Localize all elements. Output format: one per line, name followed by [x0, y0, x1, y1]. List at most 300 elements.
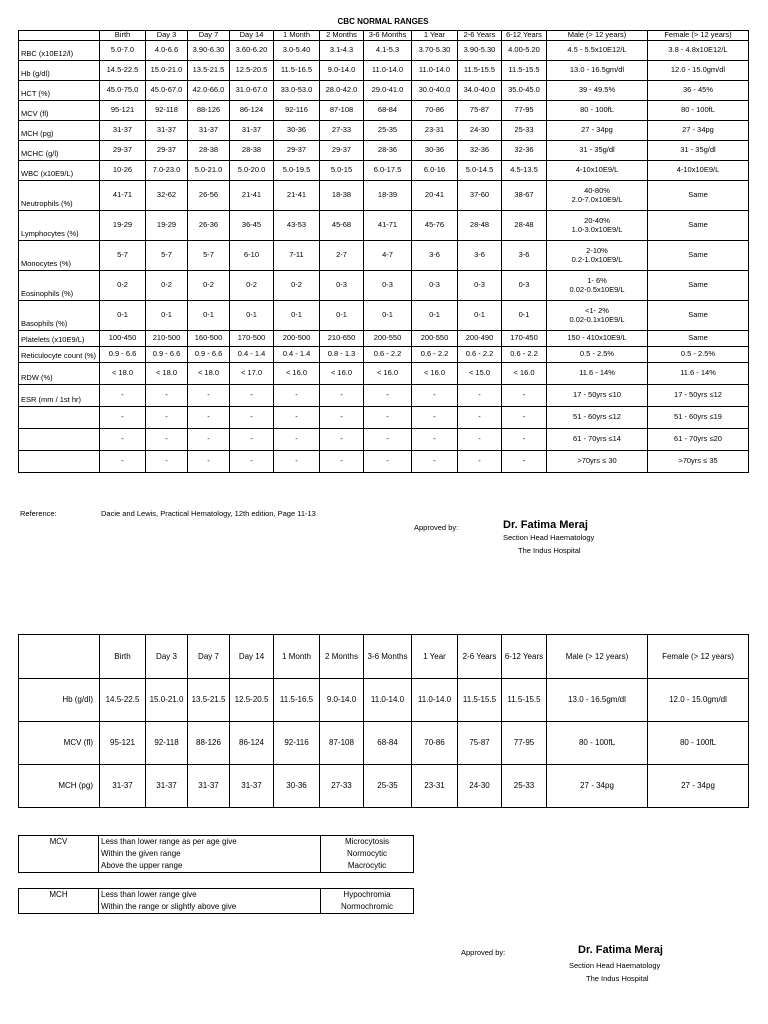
table-cell: 36 - 45% [648, 81, 749, 101]
table-cell: 2-10% 0.2-1.0x10E9/L [547, 241, 648, 271]
table-cell: Same [648, 211, 749, 241]
table-cell: 12.5-20.5 [230, 679, 274, 722]
row-label: MCHC (g/l) [19, 141, 100, 161]
table-cell: 80 - 100fL [547, 722, 648, 765]
table-cell: 5.0-7.0 [100, 41, 146, 61]
table-cell: 77-95 [502, 722, 547, 765]
table-cell: 0.8 - 1.3 [320, 347, 364, 363]
table-cell: < 16.0 [364, 363, 412, 385]
table-cell: 11.0-14.0 [364, 61, 412, 81]
table-cell: 2-7 [320, 241, 364, 271]
table-cell: 170-500 [230, 331, 274, 347]
table-cell: 0-1 [502, 301, 547, 331]
table-cell: 33.0-53.0 [274, 81, 320, 101]
row-label: Basophils (%) [19, 301, 100, 331]
table-cell: - [458, 451, 502, 473]
cbc-ranges-table [18, 30, 749, 473]
table-cell: 70-86 [412, 101, 458, 121]
table-cell: - [364, 385, 412, 407]
table-cell: 45-68 [320, 211, 364, 241]
table-cell: 28-38 [188, 141, 230, 161]
table-row [19, 271, 749, 301]
legend-row [19, 836, 414, 849]
column-header: 1 Month [274, 31, 320, 41]
table-cell: 18-39 [364, 181, 412, 211]
column-header: Female (> 12 years) [648, 31, 749, 41]
table-cell: 42.0-66.0 [188, 81, 230, 101]
table-cell: >70yrs ≤ 30 [547, 451, 648, 473]
table-cell: 41-71 [364, 211, 412, 241]
table-cell: 31-37 [146, 121, 188, 141]
mch-interpretation-table [18, 888, 414, 914]
table-cell: 27 - 34pg [648, 121, 749, 141]
table-cell: 29.0-41.0 [364, 81, 412, 101]
column-header: 2-6 Years [458, 635, 502, 679]
table-cell: - [146, 407, 188, 429]
table-row [19, 347, 749, 363]
table-cell: 3-6 [502, 241, 547, 271]
column-header: 6-12 Years [502, 635, 547, 679]
table-row [19, 181, 749, 211]
table-cell: 20-40% 1.0-3.0x10E9/L [547, 211, 648, 241]
column-header: 2-6 Years [458, 31, 502, 41]
approved-by-label-2: Approved by: [461, 948, 506, 957]
table-cell: 31-37 [230, 765, 274, 808]
table-cell: 13.0 - 16.5gm/dl [547, 61, 648, 81]
table-row [19, 301, 749, 331]
table-cell: 11.6 - 14% [648, 363, 749, 385]
table-cell: - [412, 385, 458, 407]
table-cell: 3.90-6.30 [188, 41, 230, 61]
table-cell: 0-1 [364, 301, 412, 331]
table-cell: 28-38 [230, 141, 274, 161]
table-cell: 5.0-15 [320, 161, 364, 181]
table-cell: 1- 6% 0.02-0.5x10E9/L [547, 271, 648, 301]
table-row [19, 101, 749, 121]
table-cell: 80 - 100fL [648, 722, 749, 765]
table-cell: 27 - 34pg [547, 765, 648, 808]
table-cell: - [502, 451, 547, 473]
table-cell: 0.6 - 2.2 [502, 347, 547, 363]
legend-result: Normocytic [321, 848, 414, 860]
table-cell: 11.5-15.5 [458, 679, 502, 722]
table-cell: - [146, 429, 188, 451]
approver-role-2: Section Head Haematology [569, 961, 661, 970]
table-cell: 45.0-75.0 [100, 81, 146, 101]
table-cell: 11.6 - 14% [547, 363, 648, 385]
table-cell: 0-1 [274, 301, 320, 331]
table-cell: 28-48 [502, 211, 547, 241]
table-cell: 31-37 [146, 765, 188, 808]
table-cell: 0.4 - 1.4 [230, 347, 274, 363]
approver-name: Dr. Fatima Meraj [503, 519, 588, 531]
legend-description: Within the range or slightly above give [99, 901, 321, 914]
table-cell: 5.0-20.0 [230, 161, 274, 181]
column-header: Female (> 12 years) [648, 635, 749, 679]
table-cell: 28-36 [364, 141, 412, 161]
table-cell: 31-37 [188, 765, 230, 808]
table-cell: 0.9 - 6.6 [100, 347, 146, 363]
table-cell: 26-56 [188, 181, 230, 211]
table-cell: 51 - 60yrs ≤12 [547, 407, 648, 429]
legend-key [19, 860, 99, 873]
table-cell: 39 - 49.5% [547, 81, 648, 101]
table-cell: Same [648, 241, 749, 271]
approved-by-label: Approved by: [414, 523, 459, 532]
row-label: Reticulocyte count (%) [19, 347, 100, 363]
table-cell: 200-490 [458, 331, 502, 347]
table-cell: 95-121 [100, 101, 146, 121]
table-row [19, 722, 749, 765]
table-cell: 3.70-5.30 [412, 41, 458, 61]
table-cell: 27 - 34pg [547, 121, 648, 141]
table-cell: 0.9 - 6.6 [188, 347, 230, 363]
table-cell: 4.0-6.6 [146, 41, 188, 61]
row-label [19, 429, 100, 451]
table-cell: 0-1 [146, 301, 188, 331]
header-row [19, 635, 749, 679]
table-cell: 200-550 [364, 331, 412, 347]
table-row [19, 41, 749, 61]
table-cell: 7-11 [274, 241, 320, 271]
table-cell: 77-95 [502, 101, 547, 121]
header-corner [19, 31, 100, 41]
table-cell: 68-84 [364, 722, 412, 765]
column-header: Day 14 [230, 635, 274, 679]
table-cell: - [230, 407, 274, 429]
table-cell: 14.5-22.5 [100, 679, 146, 722]
table-cell: 0-2 [230, 271, 274, 301]
table-cell: 17 - 50yrs ≤10 [547, 385, 648, 407]
table-cell: 11.0-14.0 [364, 679, 412, 722]
column-header: Birth [100, 635, 146, 679]
row-label: RDW (%) [19, 363, 100, 385]
legend-row [19, 860, 414, 873]
table-cell: 0.5 - 2.5% [547, 347, 648, 363]
table-cell: 45-76 [412, 211, 458, 241]
table-cell: 30.0-40.0 [412, 81, 458, 101]
table-cell: 0-2 [188, 271, 230, 301]
table-cell: - [230, 385, 274, 407]
table-cell: 13.5-21.5 [188, 61, 230, 81]
table-row [19, 211, 749, 241]
table-cell: 11.5-15.5 [502, 679, 547, 722]
table-cell: 12.0 - 15.0gm/dl [648, 679, 749, 722]
table-cell: 61 - 70yrs ≤20 [648, 429, 749, 451]
table-row [19, 679, 749, 722]
row-label: MCH (pg) [19, 765, 100, 808]
column-header: 2 Months [320, 31, 364, 41]
table-cell: - [100, 429, 146, 451]
table-cell: 21-41 [230, 181, 274, 211]
table-cell: < 16.0 [412, 363, 458, 385]
column-header: 6-12 Years [502, 31, 547, 41]
column-header: 1 Month [274, 635, 320, 679]
table-cell: 5-7 [188, 241, 230, 271]
table-row [19, 385, 749, 407]
legend-description: Within the given range [99, 848, 321, 860]
table-cell: 10-26 [100, 161, 146, 181]
table-cell: 0-1 [230, 301, 274, 331]
table-cell: - [188, 429, 230, 451]
table-cell: - [188, 407, 230, 429]
table-cell: - [274, 451, 320, 473]
legend-row [19, 848, 414, 860]
table-cell: >70yrs ≤ 35 [648, 451, 749, 473]
table-cell: 28.0-42.0 [320, 81, 364, 101]
table-cell: 19-29 [146, 211, 188, 241]
table-cell: 92-118 [146, 722, 188, 765]
table-cell: - [458, 429, 502, 451]
table-row [19, 331, 749, 347]
row-label [19, 451, 100, 473]
table-cell: 19-29 [100, 211, 146, 241]
table-cell: 88-126 [188, 722, 230, 765]
table-cell: - [100, 385, 146, 407]
table-cell: 3.0-5.40 [274, 41, 320, 61]
table-cell: Same [648, 181, 749, 211]
legend-description: Less than lower range give [99, 889, 321, 902]
table-cell: 15.0-21.0 [146, 61, 188, 81]
table-cell: 40-80% 2.0-7.0x10E9/L [547, 181, 648, 211]
table-cell: - [146, 385, 188, 407]
table-cell: 160-500 [188, 331, 230, 347]
table-cell: 29-37 [146, 141, 188, 161]
table-cell: 14.5-22.5 [100, 61, 146, 81]
table-cell: 30-36 [274, 121, 320, 141]
table-cell: 11.0-14.0 [412, 61, 458, 81]
legend-row [19, 901, 414, 914]
row-label: ESR (mm / 1st hr) [19, 385, 100, 407]
table-cell: 92-116 [274, 722, 320, 765]
row-label: Hb (g/dl) [19, 61, 100, 81]
table-cell: 170-450 [502, 331, 547, 347]
column-header: Birth [100, 31, 146, 41]
table-cell: 87-108 [320, 722, 364, 765]
table-cell: 43-53 [274, 211, 320, 241]
table-cell: <1- 2% 0.02-0.1x10E9/L [547, 301, 648, 331]
table-cell: 11.5-15.5 [458, 61, 502, 81]
table-cell: 30-36 [274, 765, 320, 808]
table-cell: 9.0-14.0 [320, 61, 364, 81]
table-cell: 25-35 [364, 121, 412, 141]
row-label: Lymphocytes (%) [19, 211, 100, 241]
table-cell: 0-1 [188, 301, 230, 331]
table-cell: 0-1 [412, 301, 458, 331]
header-row [19, 31, 749, 41]
legend-result: Normochromic [321, 901, 414, 914]
table-cell: 27 - 34pg [648, 765, 749, 808]
column-header: Day 7 [188, 635, 230, 679]
table-cell: 4-7 [364, 241, 412, 271]
table-row [19, 161, 749, 181]
row-label: Eosinophils (%) [19, 271, 100, 301]
table-cell: 25-33 [502, 121, 547, 141]
table-cell: - [320, 385, 364, 407]
table-cell: 32-36 [502, 141, 547, 161]
row-label: WBC (x10E9/L) [19, 161, 100, 181]
table-cell: < 18.0 [188, 363, 230, 385]
table-cell: 12.5-20.5 [230, 61, 274, 81]
legend-key: MCH [19, 889, 99, 902]
table-cell: 27-33 [320, 765, 364, 808]
row-label: Neutrophils (%) [19, 181, 100, 211]
table-cell: < 18.0 [100, 363, 146, 385]
table-cell: 23-31 [412, 765, 458, 808]
table-cell: 15.0-21.0 [146, 679, 188, 722]
table-cell: 36-45 [230, 211, 274, 241]
table-cell: 5.0-14.5 [458, 161, 502, 181]
table-cell: 80 - 100fL [547, 101, 648, 121]
legend-result: Microcytosis [321, 836, 414, 849]
table-cell: 13.0 - 16.5gm/dl [547, 679, 648, 722]
table-cell: 18-38 [320, 181, 364, 211]
page-title: CBC NORMAL RANGES [337, 17, 429, 26]
summary-ranges-table [18, 634, 749, 808]
table-cell: 3-6 [412, 241, 458, 271]
table-cell: 23-31 [412, 121, 458, 141]
approver-org: The Indus Hospital [518, 546, 581, 555]
legend-key [19, 848, 99, 860]
table-cell: - [502, 385, 547, 407]
table-cell: < 17.0 [230, 363, 274, 385]
table-cell: 17 - 50yrs ≤12 [648, 385, 749, 407]
table-cell: 0.5 - 2.5% [648, 347, 749, 363]
table-cell: 31-37 [188, 121, 230, 141]
table-cell: 11.5-16.5 [274, 679, 320, 722]
table-cell: - [412, 451, 458, 473]
legend-result: Hypochromia [321, 889, 414, 902]
table-cell: 5-7 [100, 241, 146, 271]
table-cell: 3.8 - 4.8x10E12/L [648, 41, 749, 61]
column-header: Day 3 [146, 31, 188, 41]
table-cell: < 16.0 [320, 363, 364, 385]
table-cell: 6.0-16 [412, 161, 458, 181]
column-header: Male (> 12 years) [547, 635, 648, 679]
table-cell: 28-48 [458, 211, 502, 241]
row-label: RBC (x10E12/l) [19, 41, 100, 61]
table-cell: 210-500 [146, 331, 188, 347]
row-label: Platelets (x10E9/L) [19, 331, 100, 347]
table-cell: 34.0-40.0 [458, 81, 502, 101]
table-cell: Same [648, 271, 749, 301]
approver-org-2: The Indus Hospital [586, 974, 649, 983]
table-cell: 0-2 [274, 271, 320, 301]
table-cell: < 18.0 [146, 363, 188, 385]
column-header: Day 7 [188, 31, 230, 41]
table-cell: 0-1 [320, 301, 364, 331]
table-cell: 0-3 [320, 271, 364, 301]
table-cell: 68-84 [364, 101, 412, 121]
table-cell: 200-500 [274, 331, 320, 347]
table-cell: 0-1 [100, 301, 146, 331]
table-cell: - [320, 429, 364, 451]
table-row [19, 363, 749, 385]
table-cell: 0.9 - 6.6 [146, 347, 188, 363]
legend-description: Less than lower range as per age give [99, 836, 321, 849]
table-cell: 100-450 [100, 331, 146, 347]
table-cell: 0-3 [458, 271, 502, 301]
table-cell: 31 - 35g/dl [547, 141, 648, 161]
column-header: 3-6 Months [364, 31, 412, 41]
approver-name-2: Dr. Fatima Meraj [578, 944, 663, 956]
table-row [19, 765, 749, 808]
table-cell: 29-37 [320, 141, 364, 161]
table-cell: - [412, 407, 458, 429]
table-cell: 4.1-5.3 [364, 41, 412, 61]
table-cell: 29-37 [274, 141, 320, 161]
table-cell: 11.5-15.5 [502, 61, 547, 81]
table-cell: - [188, 385, 230, 407]
table-cell: 27-33 [320, 121, 364, 141]
table-cell: 86-124 [230, 101, 274, 121]
table-cell: - [502, 407, 547, 429]
table-cell: 11.0-14.0 [412, 679, 458, 722]
table-cell: - [100, 451, 146, 473]
table-row [19, 81, 749, 101]
column-header: 2 Months [320, 635, 364, 679]
table-cell: 31.0-67.0 [230, 81, 274, 101]
table-cell: 0-3 [502, 271, 547, 301]
row-label: HCT (%) [19, 81, 100, 101]
table-cell: 41-71 [100, 181, 146, 211]
table-cell: 31-37 [230, 121, 274, 141]
table-cell: 0.4 - 1.4 [274, 347, 320, 363]
table-cell: 0-3 [412, 271, 458, 301]
table-cell: 5-7 [146, 241, 188, 271]
table-cell: 0-3 [364, 271, 412, 301]
table-cell: 4.5 - 5.5x10E12/L [547, 41, 648, 61]
table-cell: 3-6 [458, 241, 502, 271]
table-cell: - [230, 451, 274, 473]
table-cell: 86-124 [230, 722, 274, 765]
table-cell: 7.0-23.0 [146, 161, 188, 181]
row-label: MCV (fl) [19, 101, 100, 121]
table-cell: - [502, 429, 547, 451]
table-cell: 0.6 - 2.2 [458, 347, 502, 363]
table-cell: 92-116 [274, 101, 320, 121]
table-cell: - [230, 429, 274, 451]
table-cell: 80 - 100fL [648, 101, 749, 121]
header-corner [19, 635, 100, 679]
row-label [19, 407, 100, 429]
table-cell: 200-550 [412, 331, 458, 347]
table-cell: 5.0-21.0 [188, 161, 230, 181]
table-cell: 5.0-19.5 [274, 161, 320, 181]
table-row [19, 451, 749, 473]
table-cell: 11.5-16.5 [274, 61, 320, 81]
table-cell: 0.6 - 2.2 [412, 347, 458, 363]
row-label: Monocytes (%) [19, 241, 100, 271]
table-cell: 4.5-13.5 [502, 161, 547, 181]
table-row [19, 61, 749, 81]
table-cell: 4.00-5.20 [502, 41, 547, 61]
table-cell: - [188, 451, 230, 473]
table-cell: 30-36 [412, 141, 458, 161]
table-cell: 88-126 [188, 101, 230, 121]
table-cell: 3.90-5.30 [458, 41, 502, 61]
table-cell: 70-86 [412, 722, 458, 765]
table-cell: 35.0-45.0 [502, 81, 547, 101]
legend-row [19, 889, 414, 902]
table-cell: 0-1 [458, 301, 502, 331]
table-cell: 13.5-21.5 [188, 679, 230, 722]
reference-label: Reference: [20, 509, 57, 518]
table-cell: 32-62 [146, 181, 188, 211]
row-label: MCH (pg) [19, 121, 100, 141]
table-cell: < 16.0 [274, 363, 320, 385]
table-cell: - [146, 451, 188, 473]
